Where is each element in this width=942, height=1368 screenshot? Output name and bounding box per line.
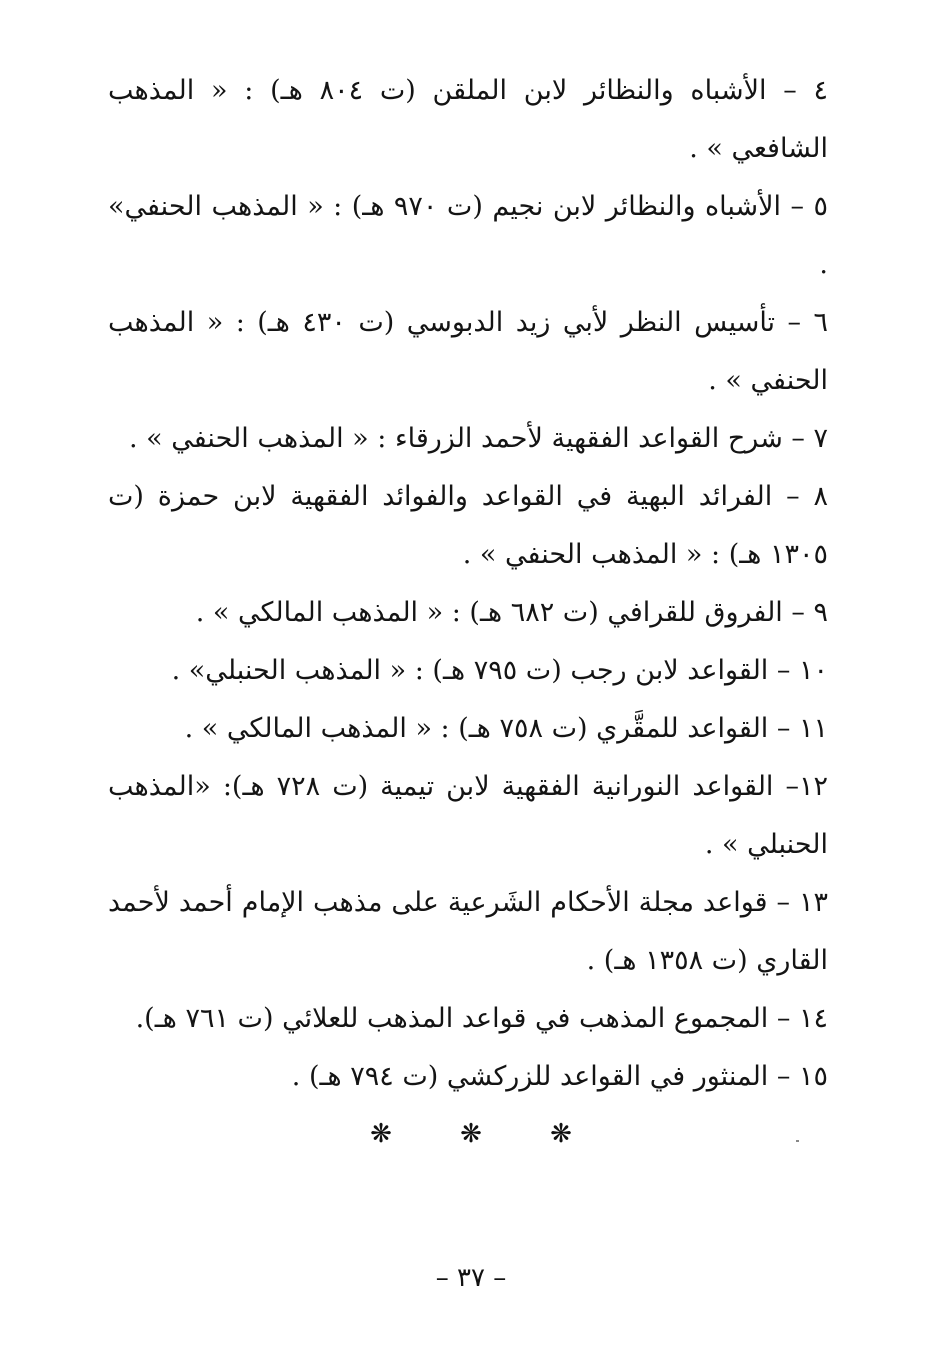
ornament-star-icon: ❋: [550, 1119, 572, 1149]
entry-text: ١٤ – المجموع المذهب في قواعد المذهب للعلائي (ت ٧٦١ هـ).: [135, 1003, 828, 1034]
section-divider: [0, 1112, 942, 1162]
list-item: [108, 1048, 828, 1106]
bibliography-list: [108, 62, 828, 1106]
entry-text: ٩ – الفروق للقرافي (ت ٦٨٢ هـ) : « المذهب المالكي » .: [195, 597, 828, 628]
scan-speck: [796, 1140, 799, 1142]
entry-text: ٧ – شرح القواعد الفقهية لأحمد الزرقاء : « المذهب الحنفي » .: [129, 423, 828, 454]
entry-text: ١٢– القواعد النورانية الفقهية لابن تيمية (ت ٧٢٨ هـ): «المذهب الحنبلي » .: [108, 771, 828, 860]
page-number: – ٣٧ –: [435, 1263, 507, 1293]
list-item: [108, 584, 828, 642]
entry-text: ٥ – الأشباه والنظائر لابن نجيم (ت ٩٧٠ هـ) : « المذهب الحنفي» .: [108, 191, 828, 280]
entry-text: ٦ – تأسيس النظر لأبي زيد الدبوسي (ت ٤٣٠ هـ) : « المذهب الحنفي » .: [108, 307, 829, 396]
list-item: [108, 874, 828, 990]
entry-text: ٨ – الفرائد البهية في القواعد والفوائد الفقهية لابن حمزة (ت ١٣٠٥ هـ) : « المذهب الحنفي » .: [108, 481, 828, 570]
ornament-star-icon: ❋: [460, 1119, 482, 1149]
list-item: [108, 990, 828, 1048]
entry-text: ١٣ – قواعد مجلة الأحكام الشَرعية على مذهب الإمام أحمد لأحمد القاري (ت ١٣٥٨ هـ) .: [108, 887, 828, 976]
ornament-star-icon: ❋: [370, 1119, 392, 1149]
entry-text: ١٥ – المنثور في القواعد للزركشي (ت ٧٩٤ هـ) .: [291, 1061, 828, 1092]
list-item: [108, 410, 828, 468]
entry-text: ١٠ – القواعد لابن رجب (ت ٧٩٥ هـ) : « المذهب الحنبلي» .: [171, 655, 828, 686]
entry-text: ١١ – القواعد للمقَّري (ت ٧٥٨ هـ) : « المذهب المالكي » .: [184, 713, 828, 744]
list-item: [108, 468, 828, 584]
entry-text: ٤ – الأشباه والنظائر لابن الملقن (ت ٨٠٤ هـ) : « المذهب الشافعي » .: [108, 75, 828, 164]
list-item: [108, 178, 828, 294]
list-item: [108, 62, 828, 178]
list-item: [108, 758, 828, 874]
list-item: [108, 700, 828, 758]
list-item: [108, 642, 828, 700]
list-item: [108, 294, 828, 410]
